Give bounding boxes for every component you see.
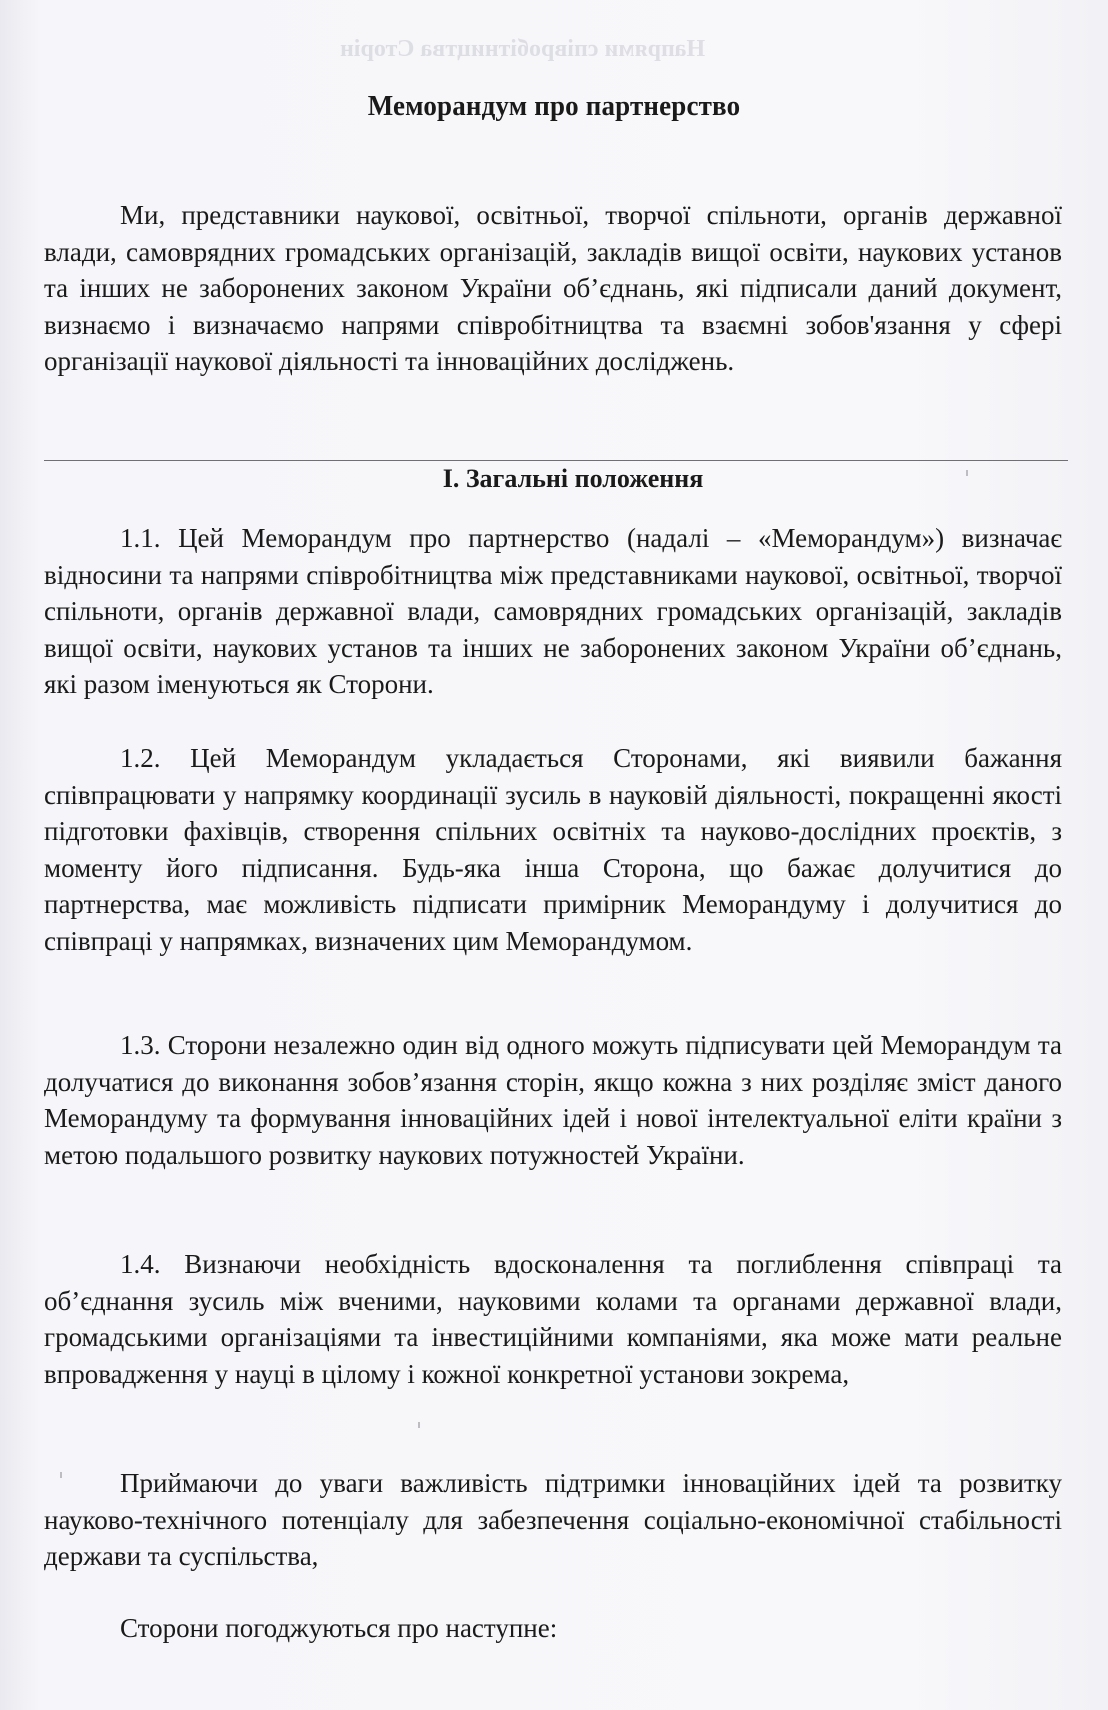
clause-text: 1.3. Сторони незалежно один від одного можуть підписувати цей Меморандум та долучатися до виконання зобов’язання сторін, якщо кожна з них розділяє зміст даного Меморандуму та формування інноваційних ідей і нової інтелектуальної еліти країни з метою подальшого розвитку наукових потужностей України. bbox=[44, 1030, 1062, 1170]
section-heading: І. Загальні положення bbox=[442, 464, 704, 493]
bleed-through-heading: Напрями співробітництва Сторін bbox=[340, 36, 706, 62]
clause-text: 1.2. Цей Меморандум укладається Сторонами, які виявили бажання співпрацювати у напрямку координації зусиль в науковій діяльності, покращенні якості підготовки фахівців, створення спільних освітніх та науково-дослідних проєктів, з моменту його підписання. Будь-яка інша Сторона, що бажає долучитися до партнерства, має можливість підписати примірник Меморандуму і долучитися до співпраці у напрямках, визначених цим Меморандумом. bbox=[44, 743, 1062, 956]
document-title: Меморандум про партнерство bbox=[367, 90, 741, 122]
scan-speck bbox=[418, 1422, 420, 1428]
clause-text: 1.1. Цей Меморандум про партнерство (надалі – «Меморандум») визначає відносини та напрями співробітництва між представниками наукової, освітньої, творчої спільноти, органів державної влади, самоврядних громадських організацій, закладів вищої освіти, наукових установ та інших не заборонених законом України об’єднань, які разом іменуються як Сторони. bbox=[44, 523, 1062, 699]
section-divider bbox=[44, 460, 1068, 461]
scan-speck bbox=[966, 470, 968, 476]
preamble-paragraph bbox=[44, 197, 1062, 380]
clause-1-4 bbox=[44, 1246, 1062, 1392]
clause-1-2 bbox=[44, 740, 1062, 959]
clause-text: 1.4. Визнаючи необхідність вдосконалення та поглиблення співпраці та об’єднання зусиль між вченими, науковими колами та органами державної влади, громадськими організаціями та інвестиційними компаніями, яка може мати реальне впровадження у науці в цілому і кожної конкретної установи зокрема, bbox=[44, 1249, 1062, 1389]
clause-1-3 bbox=[44, 1027, 1062, 1173]
scan-speck bbox=[60, 1472, 62, 1478]
agreement-text: Сторони погоджуються про наступне: bbox=[120, 1613, 558, 1643]
clause-1-1 bbox=[44, 520, 1062, 703]
considering-text: Приймаючи до уваги важливість підтримки інноваційних ідей та розвитку науково-технічного потенціалу для забезпечення соціально-економічної стабільності держави та суспільства, bbox=[44, 1468, 1062, 1571]
agreement-paragraph bbox=[44, 1610, 1062, 1647]
considering-paragraph bbox=[44, 1465, 1062, 1575]
preamble-text: Ми, представники наукової, освітньої, творчої спільноти, органів державної влади, самоврядних громадських організацій, закладів вищої освіти, наукових установ та інших не заборонених законом України об’єднань, які підписали даний документ, визнаємо і визначаємо напрями співробітництва та взаємні зобов'язання у сфері організації наукової діяльності та інноваційних досліджень. bbox=[44, 200, 1062, 376]
